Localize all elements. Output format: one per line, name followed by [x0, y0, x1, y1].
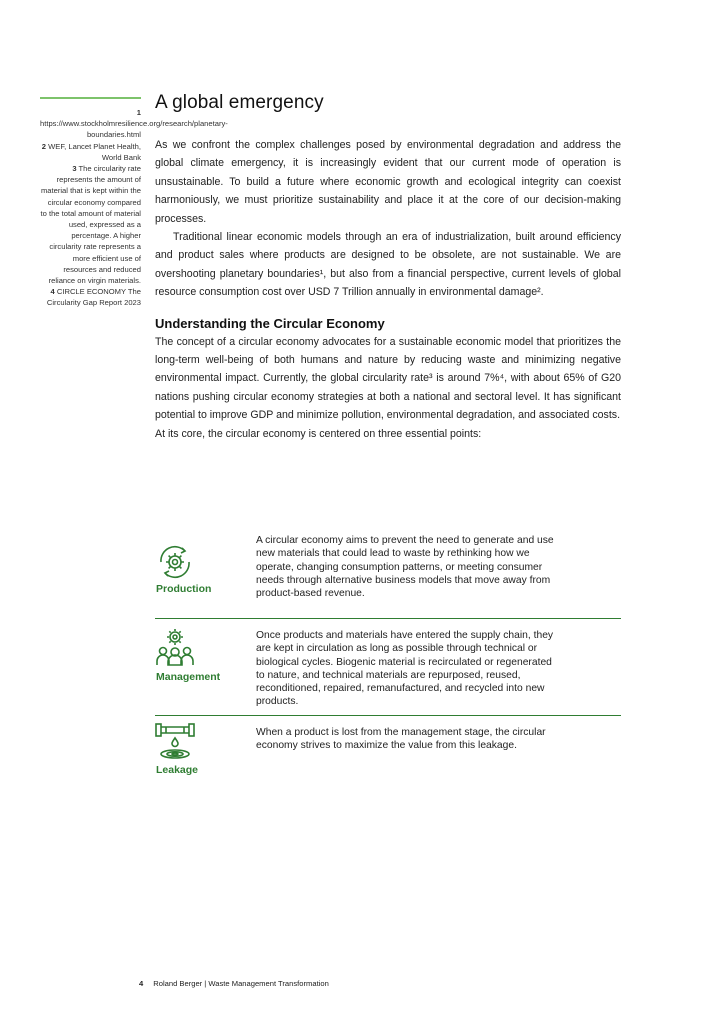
pipe-leak-icon: [155, 722, 199, 762]
people-gear-icon: [155, 627, 199, 667]
section-subtitle: Understanding the Circular Economy: [155, 315, 385, 331]
page-number: 4: [139, 979, 144, 988]
point-text-leakage: When a product is lost from the management stage, the circular economy strives to maximize the value from this leakage.: [256, 727, 546, 752]
footnote-4: 4 CIRCLE ECONOMY The Circularity Gap Report 2023: [46, 287, 141, 308]
point-production: [155, 530, 621, 618]
footnote-1: 1 https://www.stockholmresilience.org/research/planetary-boundaries.html: [40, 108, 228, 140]
point-management: [155, 619, 621, 715]
footnote-3: 3 The circularity rate represents the amount of material that is kept within the circular economy compared to the total amount of material used, expressed as a percentage. A higher circularity rate represents a more efficient use of resources and reduced reliance on virgin materials.: [40, 164, 141, 286]
paragraph-3: The concept of a circular economy advocates for a sustainable economic model that prioritizes the long-term well-being of both humans and nature by reducing waste and minimizing negative environmental impact. Currently, the global circularity rate³ is around 7%⁴, with about 65% of G20 nations pushing circular economy strategies at both a national and sectoral level. It has significant potential to improve GDP and minimize pollution, environmental degradation, and associated costs.: [155, 335, 621, 422]
gear-cycle-icon: [155, 542, 199, 582]
footnotes-sidebar: [40, 97, 228, 309]
essential-points: [155, 530, 621, 786]
point-leakage: [155, 716, 621, 786]
point-text-production: A circular economy aims to prevent the need to generate and use new materials that could lead to waste by rethinking how we operate, changing consumption patterns, or meeting consumer needs through alternative business models that move away from product-based revenue.: [256, 535, 554, 600]
point-label-leakage: Leakage: [156, 764, 199, 776]
paragraph-2: Traditional linear economic models through an era of industrialization, built around efficiency and product sales where products are designed to be obsolete, are not sustainable. We are overshooting planetary boundaries¹, but also from a financial perspective, current levels of global resource consumption cost over USD 7 Trillion annually in environmental damage².: [155, 231, 621, 299]
point-label-production: Production: [156, 583, 212, 595]
page-title: A global emergency: [155, 92, 324, 113]
point-text-management: Once products and materials have entered the supply chain, they are kept in circulation as long as possible through technical or biological cycles. Biogenic material is recirculated or regenerated to nature, and technical materials are repurposed, reused, reconditioned, repaired, remanufactured, and recycled into new products.: [256, 630, 554, 708]
point-label-management: Management: [156, 671, 221, 683]
footnote-2: 2 WEF, Lancet Planet Health, World Bank: [41, 141, 141, 162]
main-content: [155, 92, 621, 443]
points-intro: At its core, the circular economy is centered on three essential points:: [155, 427, 482, 440]
page-footer: [139, 979, 329, 988]
paragraph-1: As we confront the complex challenges posed by environmental degradation and address the global climate emergency, it is increasingly evident that our current mode of operation is unsustainable. To build a future where economic growth and ecological integrity can coexist harmoniously, we must prioritize sustainability and place it at the core of our decision-making processes.: [155, 139, 621, 225]
footer-text: Roland Berger | Waste Management Transformation: [153, 979, 329, 988]
